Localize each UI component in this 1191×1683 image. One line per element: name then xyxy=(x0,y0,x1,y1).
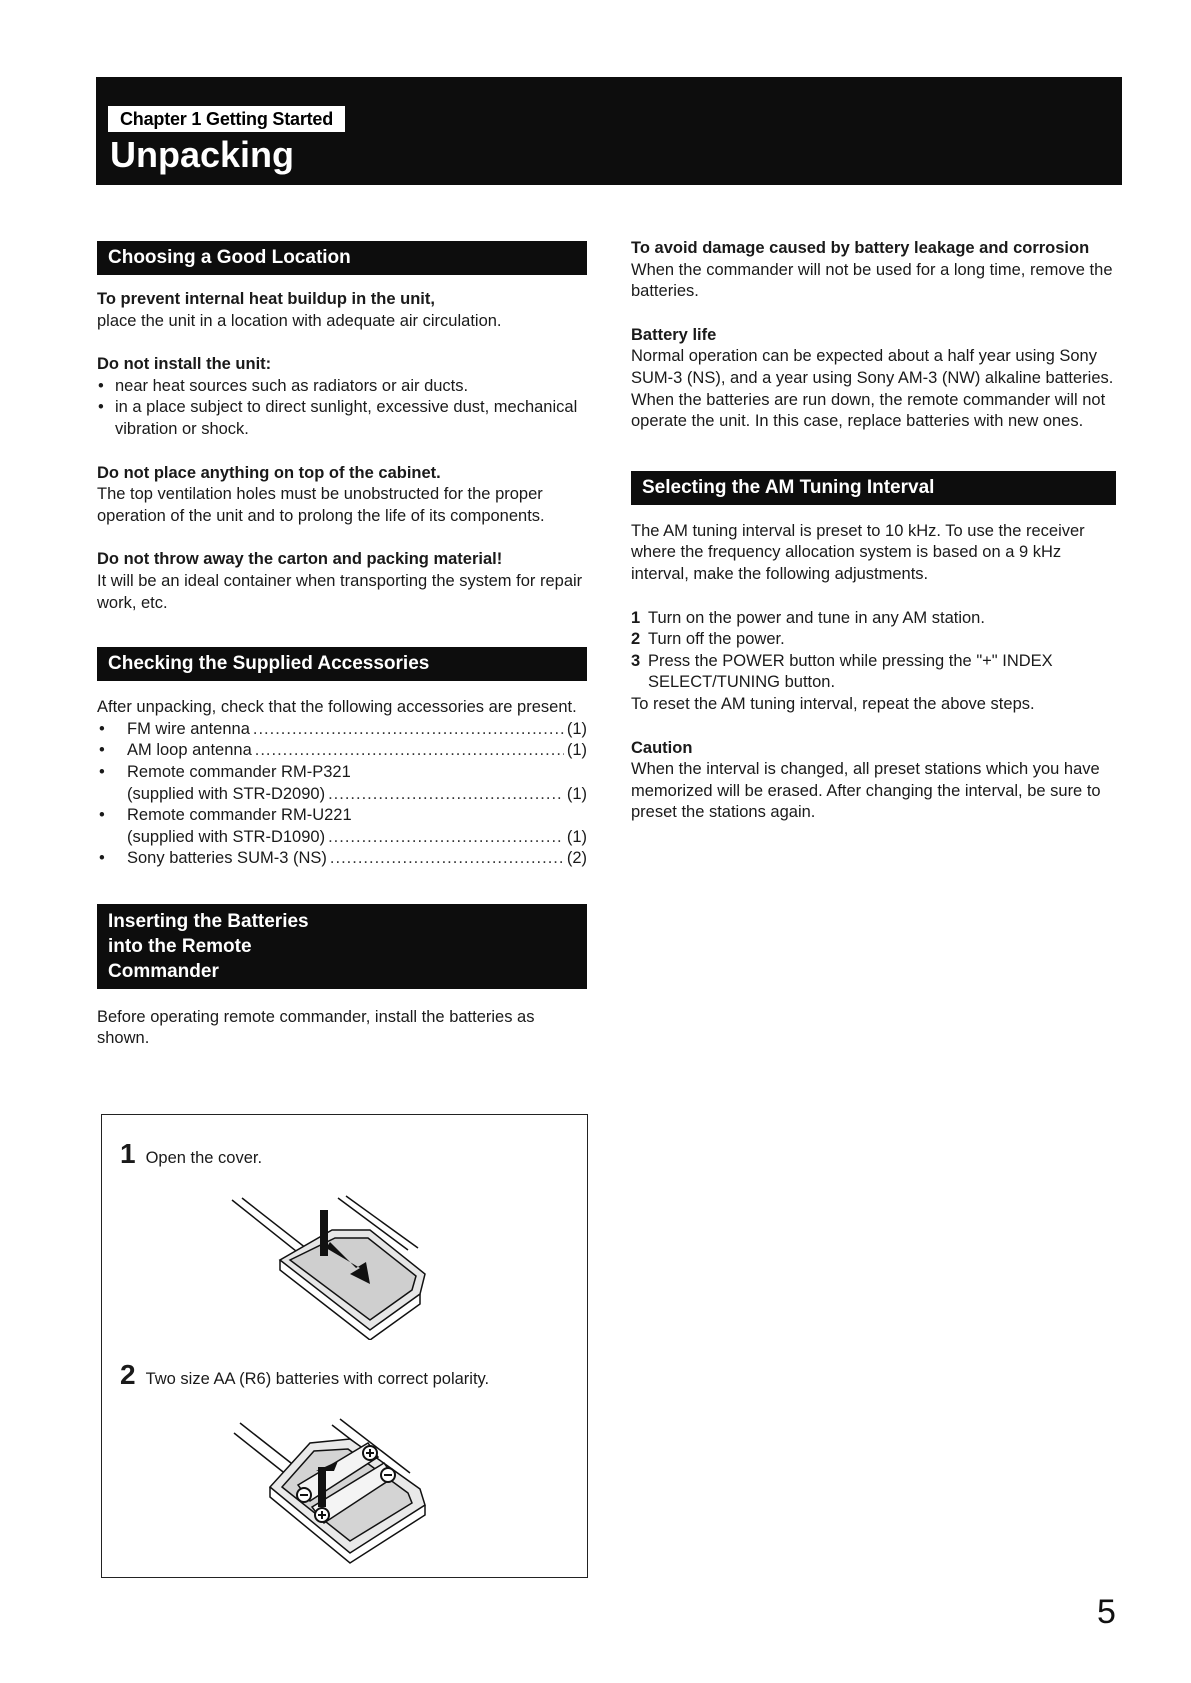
accessory-qty: (2) xyxy=(566,849,587,868)
step-text: Press the POWER button while pressing the "+" INDEX SELECT/TUNING button. xyxy=(648,651,1053,692)
list-item xyxy=(631,629,1116,651)
step-text: Turn on the power and tune in any AM station. xyxy=(648,608,985,627)
left-column xyxy=(97,241,587,1050)
section-heading-am-tuning: Selecting the AM Tuning Interval xyxy=(631,471,1116,505)
am-reset-text: To reset the AM tuning interval, repeat the above steps. xyxy=(631,694,1035,713)
heat-warning-title: To prevent internal heat buildup in the unit, xyxy=(97,290,435,308)
chapter-banner xyxy=(96,77,1122,185)
leakage-title: To avoid damage caused by battery leakage and corrosion xyxy=(631,239,1090,257)
accessory-qty: (1) xyxy=(566,719,587,738)
remote-batteries-illustration xyxy=(220,1415,450,1565)
list-item xyxy=(631,608,1116,630)
step-number: 3 xyxy=(631,651,641,670)
step-text: Two size AA (R6) batteries with correct polarity. xyxy=(145,1370,490,1388)
accessory-name: • AM loop antenna xyxy=(127,741,252,760)
list-item xyxy=(631,651,1116,694)
accessories-list xyxy=(97,719,587,870)
step-number: 2 xyxy=(120,1359,136,1390)
list-item xyxy=(97,719,587,741)
list-item xyxy=(97,740,587,762)
accessory-name: • Remote commander RM-U221 xyxy=(127,806,352,825)
section-heading-accessories: Checking the Supplied Accessories xyxy=(97,647,587,681)
accessory-note: (supplied with STR-D2090) xyxy=(127,784,326,803)
step-text: Open the cover. xyxy=(145,1149,263,1167)
accessory-name: • Remote commander RM-P321 xyxy=(127,762,351,781)
install-warning-list xyxy=(97,376,587,441)
section-heading-batteries: Inserting the Batteries into the Remote Commander xyxy=(97,904,587,989)
accessories-intro: After unpacking, check that the following accessories are present. xyxy=(97,698,577,717)
leakage-text: When the commander will not be used for a long time, remove the batteries. xyxy=(631,260,1113,301)
list-item xyxy=(97,805,587,848)
battery-life-title: Battery life xyxy=(631,325,717,344)
list-item xyxy=(97,848,587,870)
section-heading-location: Choosing a Good Location xyxy=(97,241,587,275)
accessory-qty: (1) xyxy=(566,784,587,803)
right-column xyxy=(631,238,1116,824)
caution-text: When the interval is changed, all preset stations which you have memorized will be erased. After changing the interval, be sure to preset the stations again. xyxy=(631,760,1101,822)
page-number: 5 xyxy=(1097,1593,1116,1631)
top-warning-text: The top ventilation holes must be unobstructed for the proper operation of the unit and to prolong the life of its components. xyxy=(97,485,545,525)
accessory-qty: (1) xyxy=(566,741,587,760)
page-title: Unpacking xyxy=(110,134,295,175)
accessory-name: • Sony batteries SUM-3 (NS) xyxy=(127,849,327,868)
chapter-label: Chapter 1 Getting Started xyxy=(108,106,345,132)
carton-warning-title: Do not throw away the carton and packing material! xyxy=(97,550,503,569)
battery-figure xyxy=(101,1114,588,1578)
am-steps-list xyxy=(631,608,1116,694)
list-item xyxy=(97,762,587,805)
list-item: • in a place subject to direct sunlight, excessive dust, mechanical vibration or shock. xyxy=(97,397,587,440)
battery-life-text: Normal operation can be expected about a half year using Sony SUM-3 (NS), and a year using Sony AM-3 (NW) alkaline batteries. xyxy=(631,347,1114,387)
step-text: Turn off the power. xyxy=(648,630,785,649)
step-number: 2 xyxy=(631,630,641,649)
step-number: 1 xyxy=(631,608,641,627)
install-warning-title: Do not install the unit: xyxy=(97,355,272,374)
step-number: 1 xyxy=(120,1138,136,1169)
accessory-name: • FM wire antenna xyxy=(127,719,250,738)
accessory-qty: (1) xyxy=(566,827,587,846)
top-warning-title: Do not place anything on top of the cabinet. xyxy=(97,463,441,482)
list-item: • near heat sources such as radiators or air ducts. xyxy=(97,376,587,398)
battery-step-1 xyxy=(120,1139,262,1169)
accessory-note: (supplied with STR-D1090) xyxy=(127,827,326,846)
remote-open-cover-illustration xyxy=(220,1190,450,1340)
batteries-intro: Before operating remote commander, install the batteries as shown. xyxy=(97,1007,535,1048)
caution-title: Caution xyxy=(631,738,693,757)
battery-life-text-2: When the batteries are run down, the remote commander will not operate the unit. In this case, replace batteries with new ones. xyxy=(631,390,1106,431)
am-intro: The AM tuning interval is preset to 10 kHz. To use the receiver where the frequency allocation system is based on a 9 kHz interval, make the following adjustments. xyxy=(631,521,1085,583)
heat-warning-text: place the unit in a location with adequate air circulation. xyxy=(97,311,502,330)
battery-step-2 xyxy=(120,1360,489,1390)
carton-warning-text: It will be an ideal container when transporting the system for repair work, etc. xyxy=(97,571,583,612)
